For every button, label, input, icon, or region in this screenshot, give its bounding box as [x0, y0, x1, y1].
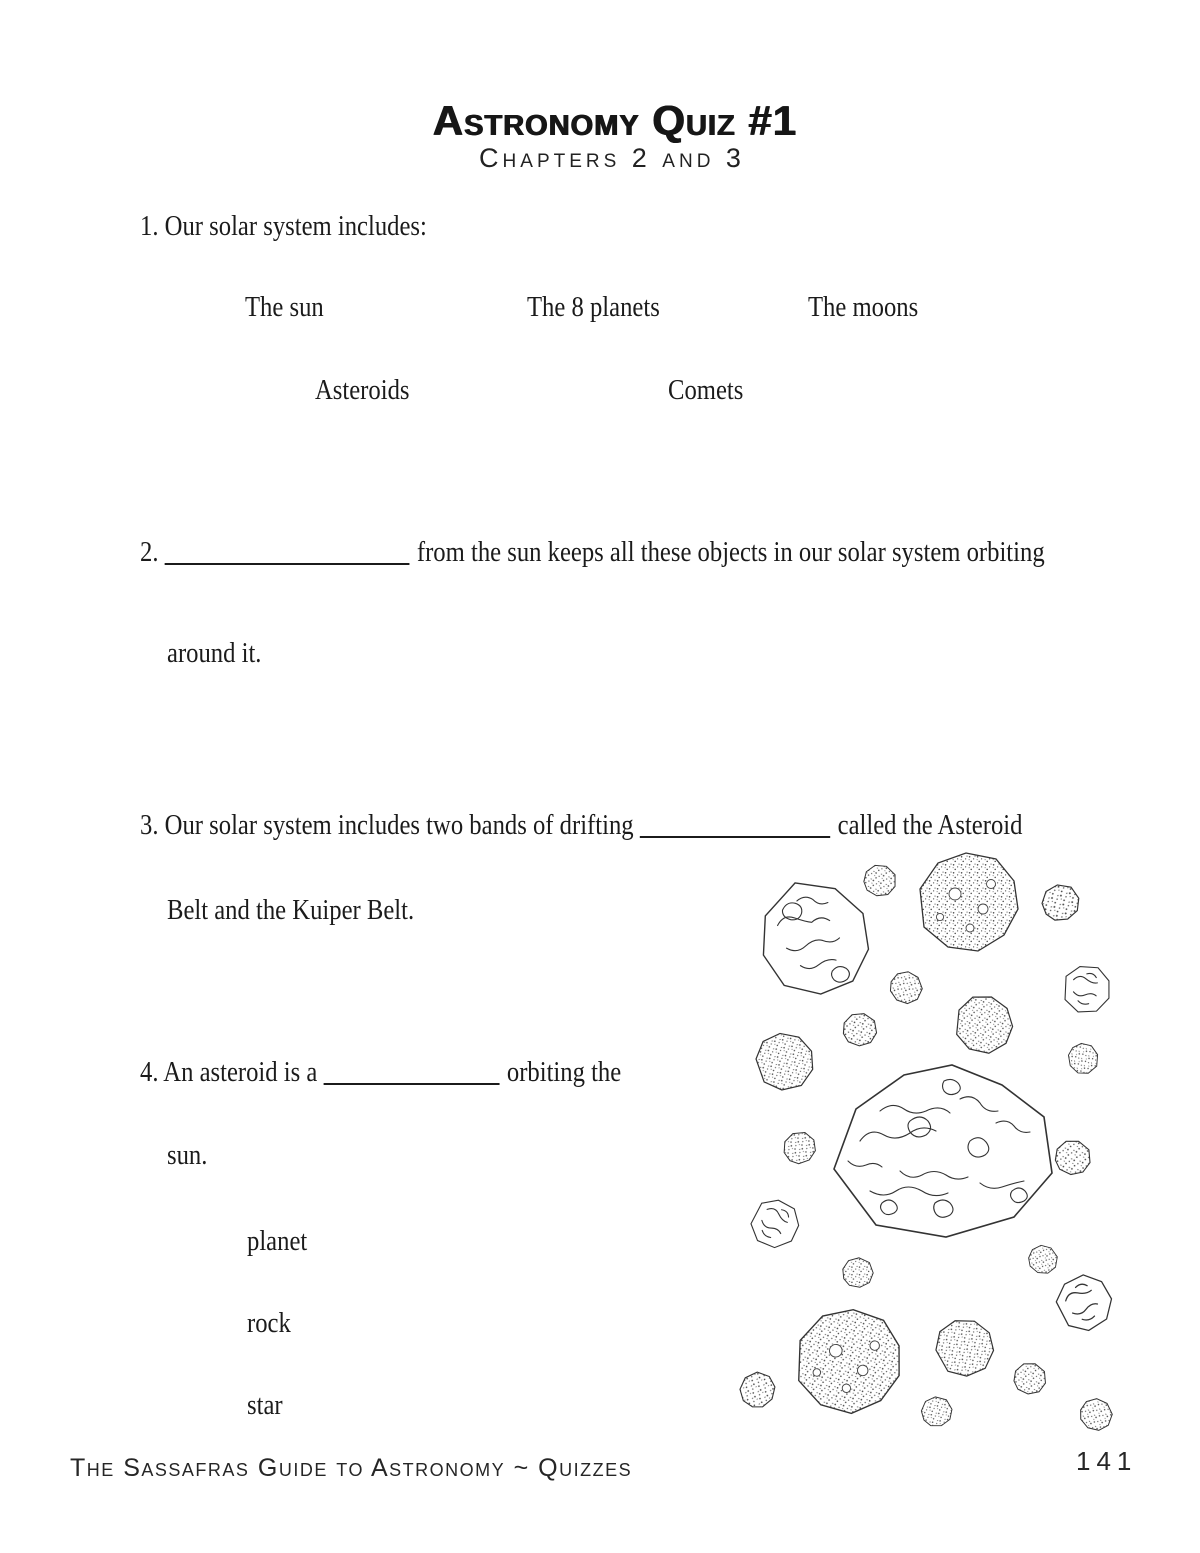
- q4-option-star: star: [247, 1389, 283, 1421]
- asteroid-maze-large: [834, 1065, 1052, 1237]
- asteroid-maze-medium: [750, 870, 877, 1004]
- q3-answer-blank: [640, 834, 830, 838]
- q1-option-the-8-planets: The 8 planets: [527, 291, 660, 323]
- question-2-line-2: around it.: [167, 637, 262, 669]
- question-3-line-1: [140, 811, 1022, 840]
- q4-answer-blank: [323, 1081, 499, 1085]
- footer-book-title: The Sassafras Guide to Astronomy ~ Quizzes: [70, 1454, 633, 1482]
- q4-option-rock: rock: [247, 1307, 291, 1339]
- q4-option-planet: planet: [247, 1225, 308, 1257]
- q2-number: 2.: [140, 536, 159, 568]
- q1-option-the-sun: The sun: [245, 291, 324, 323]
- q3-text-before-blank: 3. Our solar system includes two bands of drifting: [140, 809, 634, 841]
- q2-answer-blank: [164, 561, 409, 565]
- question-4-line-2: sun.: [167, 1139, 208, 1171]
- question-3-line-2: Belt and the Kuiper Belt.: [167, 894, 415, 926]
- q3-text-after-blank: called the Asteroid: [837, 809, 1023, 841]
- asteroid-cluster-illustration: [728, 843, 1152, 1467]
- q4-text-after-blank: orbiting the: [506, 1056, 622, 1088]
- q1-option-comets: Comets: [668, 374, 744, 406]
- page-title: Astronomy Quiz #1: [432, 97, 798, 144]
- question-1-text: 1. Our solar system includes:: [140, 210, 427, 242]
- q2-text-after-blank: from the sun keeps all these objects in our solar system orbiting: [416, 536, 1045, 568]
- footer-page-number: 141: [1076, 1446, 1138, 1476]
- q1-option-asteroids: Asteroids: [315, 374, 410, 406]
- question-2-line-1: [140, 538, 1045, 567]
- page-subtitle: Chapters 2 and 3: [479, 143, 745, 173]
- q4-text-before-blank: 4. An asteroid is a: [140, 1056, 318, 1088]
- question-4-line-1: [140, 1058, 621, 1087]
- q1-option-the-moons: The moons: [808, 291, 919, 323]
